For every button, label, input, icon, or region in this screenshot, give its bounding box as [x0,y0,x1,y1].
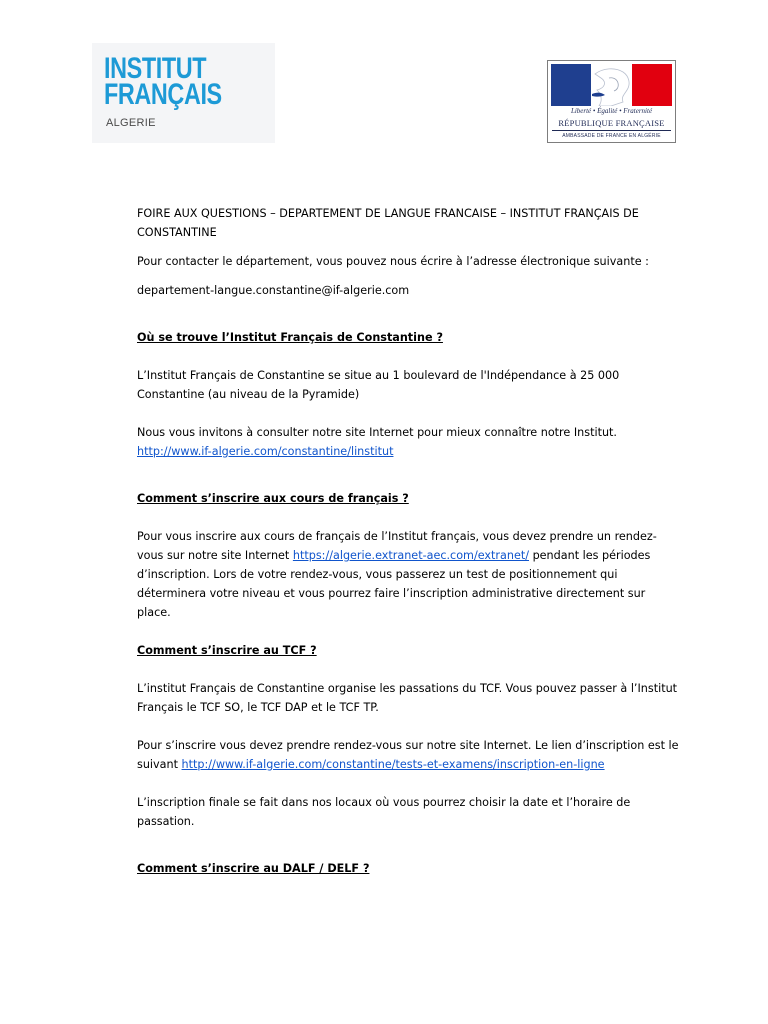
faq-answer-tcf-intro: L’institut Français de Constantine organise les passations du TCF. Vous pouvez passer à l’Institut Français le TCF SO, le TCF DAP et le TCF TP. [137,682,678,714]
republique-francaise-logo [547,60,676,143]
logo-line-algerie: ALGERIE [106,117,156,129]
courses-text-before: Pour vous inscrire aux cours de français de l’Institut français, vous devez prendre un rendez-vous sur notre site Internet [137,530,657,562]
doc-title: FOIRE AUX QUESTIONS – DEPARTEMENT DE LANGUE FRANCAISE – INSTITUT FRANÇAIS DE CONSTANTINE [137,207,639,239]
logo-line-francais: FRANÇAIS [104,78,222,111]
contact-intro: Pour contacter le département, vous pouvez nous écrire à l’adresse électronique suivante : [137,255,649,268]
faq-answer-location-address: L’Institut Français de Constantine se situe au 1 boulevard de l'Indépendance à 25 000 Constantine (au niveau de la Pyramide) [137,369,620,401]
rf-name: RÉPUBLIQUE FRANÇAISE [558,118,665,128]
faq-answer-tcf-final: L’inscription finale se fait dans nos locaux où vous pourrez choisir la date et l’horaire de passation. [137,796,631,828]
faq-answer-tcf-register [137,736,682,774]
tcf-inscription-link[interactable]: http://www.if-algerie.com/constantine/tests-et-examens/inscription-en-ligne [181,758,605,771]
faq-question-dalf-delf: Comment s’inscrire au DALF / DELF ? [137,862,370,875]
institut-francais-logo [92,43,275,143]
faq-answer-location-site: Nous vous invitons à consulter notre site Internet pour mieux connaître notre Institut. [137,426,617,439]
rf-motto: Liberté • Égalité • Fraternité [570,107,653,115]
courses-text-after: pendant les périodes d’inscription. Lors de votre rendez-vous, vous passerez un test de positionnement qui déterminera votre niveau et vous pourrez faire l’inscription administrative directement sur place. [137,549,651,619]
rf-divider [552,130,671,131]
faq-content [137,204,682,878]
tcf-text-before: Pour s’inscrire vous devez prendre rendez-vous sur notre site Internet. Le lien d’inscription est le suivant [137,739,679,771]
marianne-flag-icon [551,64,672,106]
faq-question-location: Où se trouve l’Institut Français de Constantine ? [137,331,443,344]
extranet-link[interactable]: https://algerie.extranet-aec.com/extranet/ [292,549,530,562]
faq-question-tcf: Comment s’inscrire au TCF ? [137,644,317,657]
rf-embassy: AMBASSADE DE FRANCE EN ALGÉRIE [562,133,661,139]
logo-line-institut: INSTITUT [104,52,207,85]
contact-email: departement-langue.constantine@if-algerie.com [137,284,410,297]
faq-answer-courses [137,527,682,622]
institut-link[interactable]: http://www.if-algerie.com/constantine/linstitut [137,445,394,458]
faq-question-courses: Comment s’inscrire aux cours de français ? [137,492,409,505]
